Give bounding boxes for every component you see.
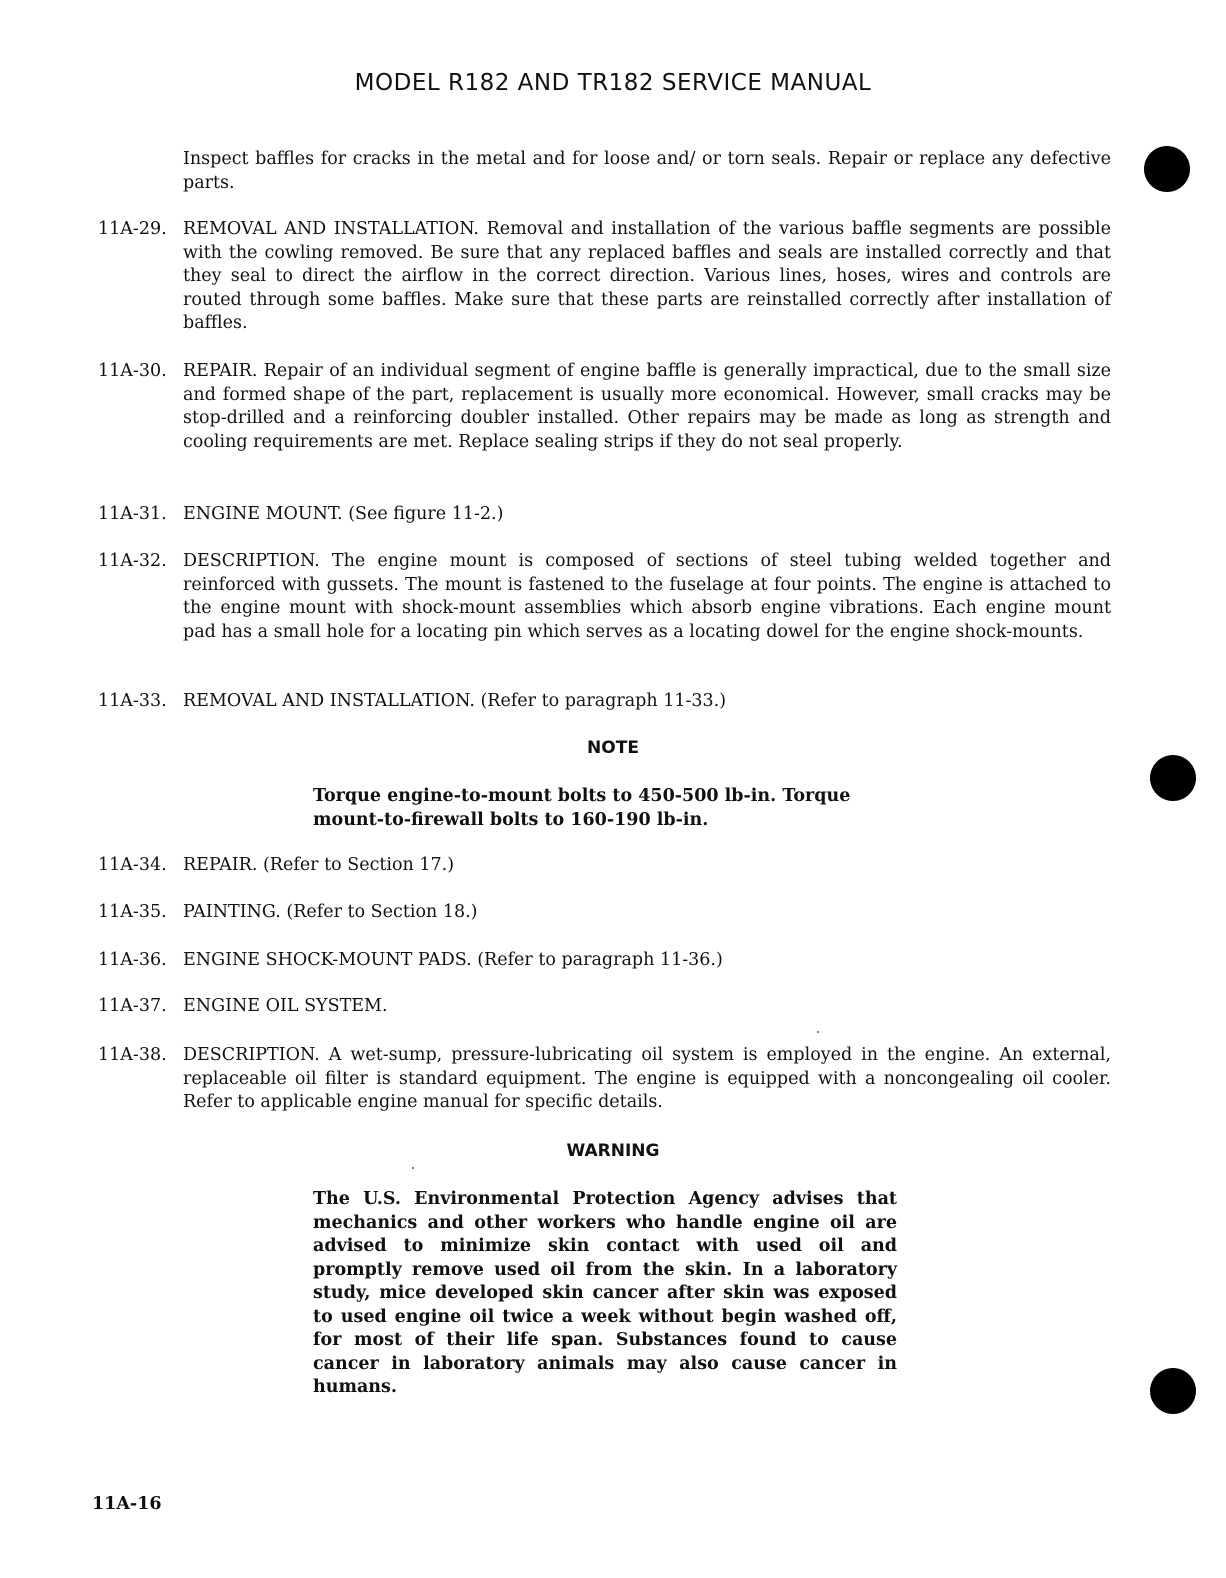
paragraph-number: 11A-31. <box>98 504 167 524</box>
page-title: MODEL R182 AND TR182 SERVICE MANUAL <box>354 70 872 96</box>
paragraph-number: 11A-29. <box>98 219 167 239</box>
paragraph-number: 11A-37. <box>98 996 167 1016</box>
paragraph-number: 11A-32. <box>98 551 167 571</box>
intro-paragraph: Inspect baffles for cracks in the metal and for loose and/ or torn seals. Repair or replace any defective parts. <box>183 149 1111 193</box>
paragraph-11a-31 <box>98 503 1111 527</box>
paragraph-text: (Refer to paragraph 11-36.) <box>471 950 723 970</box>
paragraph-11a-34 <box>98 854 1111 878</box>
paragraph-text: The engine mount is composed of sections of steel tubing welded together and reinforced with gussets. The mount is fastened to the fuselage at four points. The engine is attached to the engine mount with shock-mount assemblies which absorb engine vibrations. Each engine mount pad has a small hole for a locating pin which serves as a locating dowel for the engine shock-mounts. <box>183 551 1111 642</box>
paragraph-number: 11A-34. <box>98 855 167 875</box>
binder-hole-top <box>1144 146 1190 192</box>
paragraph-text: (Refer to paragraph 11-33.) <box>474 691 727 711</box>
note-title: NOTE <box>587 738 639 758</box>
paragraph-heading: DESCRIPTION. <box>183 1045 320 1065</box>
paragraph-number: 11A-36. <box>98 950 167 970</box>
paragraph-heading: REMOVAL AND INSTALLATION. <box>183 219 479 239</box>
paragraph-text: (Refer to Section 17.) <box>257 855 455 875</box>
paragraph-heading: ENGINE SHOCK-MOUNT PADS. <box>183 950 472 970</box>
paragraph-heading: PAINTING. <box>183 902 281 922</box>
paragraph-text: A wet-sump, pressure-lubricating oil system is employed in the engine. An external, replaceable oil filter is standard equipment. The engine is equipped with a noncongealing oil cooler. Refer to applicable engine manual for specific details. <box>183 1045 1111 1112</box>
note-text: Torque engine-to-mount bolts to 450-500 lb-in. Torque mount-to-firewall bolts to 160-190 lb-in. <box>313 786 851 830</box>
paragraph-11a-29 <box>98 218 1111 336</box>
scan-speck <box>817 1031 819 1033</box>
paragraph-11a-30 <box>98 360 1111 454</box>
binder-hole-bottom <box>1150 1368 1196 1414</box>
binder-hole-middle <box>1150 755 1196 801</box>
paragraph-heading: REPAIR. <box>183 855 258 875</box>
paragraph-11a-38 <box>98 1044 1111 1115</box>
paragraph-11a-36 <box>98 949 1111 973</box>
scan-speck <box>412 1167 414 1169</box>
paragraph-11a-32 <box>98 550 1111 644</box>
paragraph-11a-35 <box>98 901 1111 925</box>
page-number: 11A-16 <box>92 1494 162 1514</box>
warning-text: The U.S. Environmental Protection Agency advises that mechanics and other workers who handle engine oil are advised to minimize skin contact with used oil and promptly remove used oil from the skin. In a laboratory study, mice developed skin cancer after skin was exposed to used engine oil twice a week without begin washed off, for most of their life span. Substances found to cause cancer in laboratory animals may also cause cancer in humans. <box>313 1189 897 1397</box>
paragraph-number: 11A-30. <box>98 361 167 381</box>
paragraph-heading: REMOVAL AND INSTALLATION. <box>183 691 475 711</box>
paragraph-text: (See figure 11-2.) <box>342 504 504 524</box>
paragraph-text: Repair of an individual segment of engine baffle is generally impractical, due to the small size and formed shape of the part, replacement is usually more economical. However, small cracks may be stop-drilled and a reinforcing doubler installed. Other repairs may be made as long as strength and cooling requirements are met. Replace sealing strips if they do not seal properly. <box>183 361 1111 452</box>
paragraph-number: 11A-33. <box>98 691 167 711</box>
paragraph-text: (Refer to Section 18.) <box>280 902 478 922</box>
paragraph-heading: DESCRIPTION. <box>183 551 320 571</box>
paragraph-text: Removal and installation of the various baffle segments are possible with the cowling removed. Be sure that any replaced baffles and seals are installed correctly and that they seal to direct the airflow in the correct direction. Various lines, hoses, wires and controls are routed through some baffles. Make sure that these parts are reinstalled correctly after installation of baffles. <box>183 219 1111 333</box>
paragraph-heading: ENGINE OIL SYSTEM. <box>183 996 388 1016</box>
paragraph-heading: ENGINE MOUNT. <box>183 504 343 524</box>
paragraph-heading: REPAIR. <box>183 361 258 381</box>
paragraph-number: 11A-38. <box>98 1045 167 1065</box>
paragraph-number: 11A-35. <box>98 902 167 922</box>
paragraph-11a-33 <box>98 690 1111 714</box>
warning-title: WARNING <box>566 1141 660 1161</box>
paragraph-11a-37 <box>98 995 1111 1019</box>
